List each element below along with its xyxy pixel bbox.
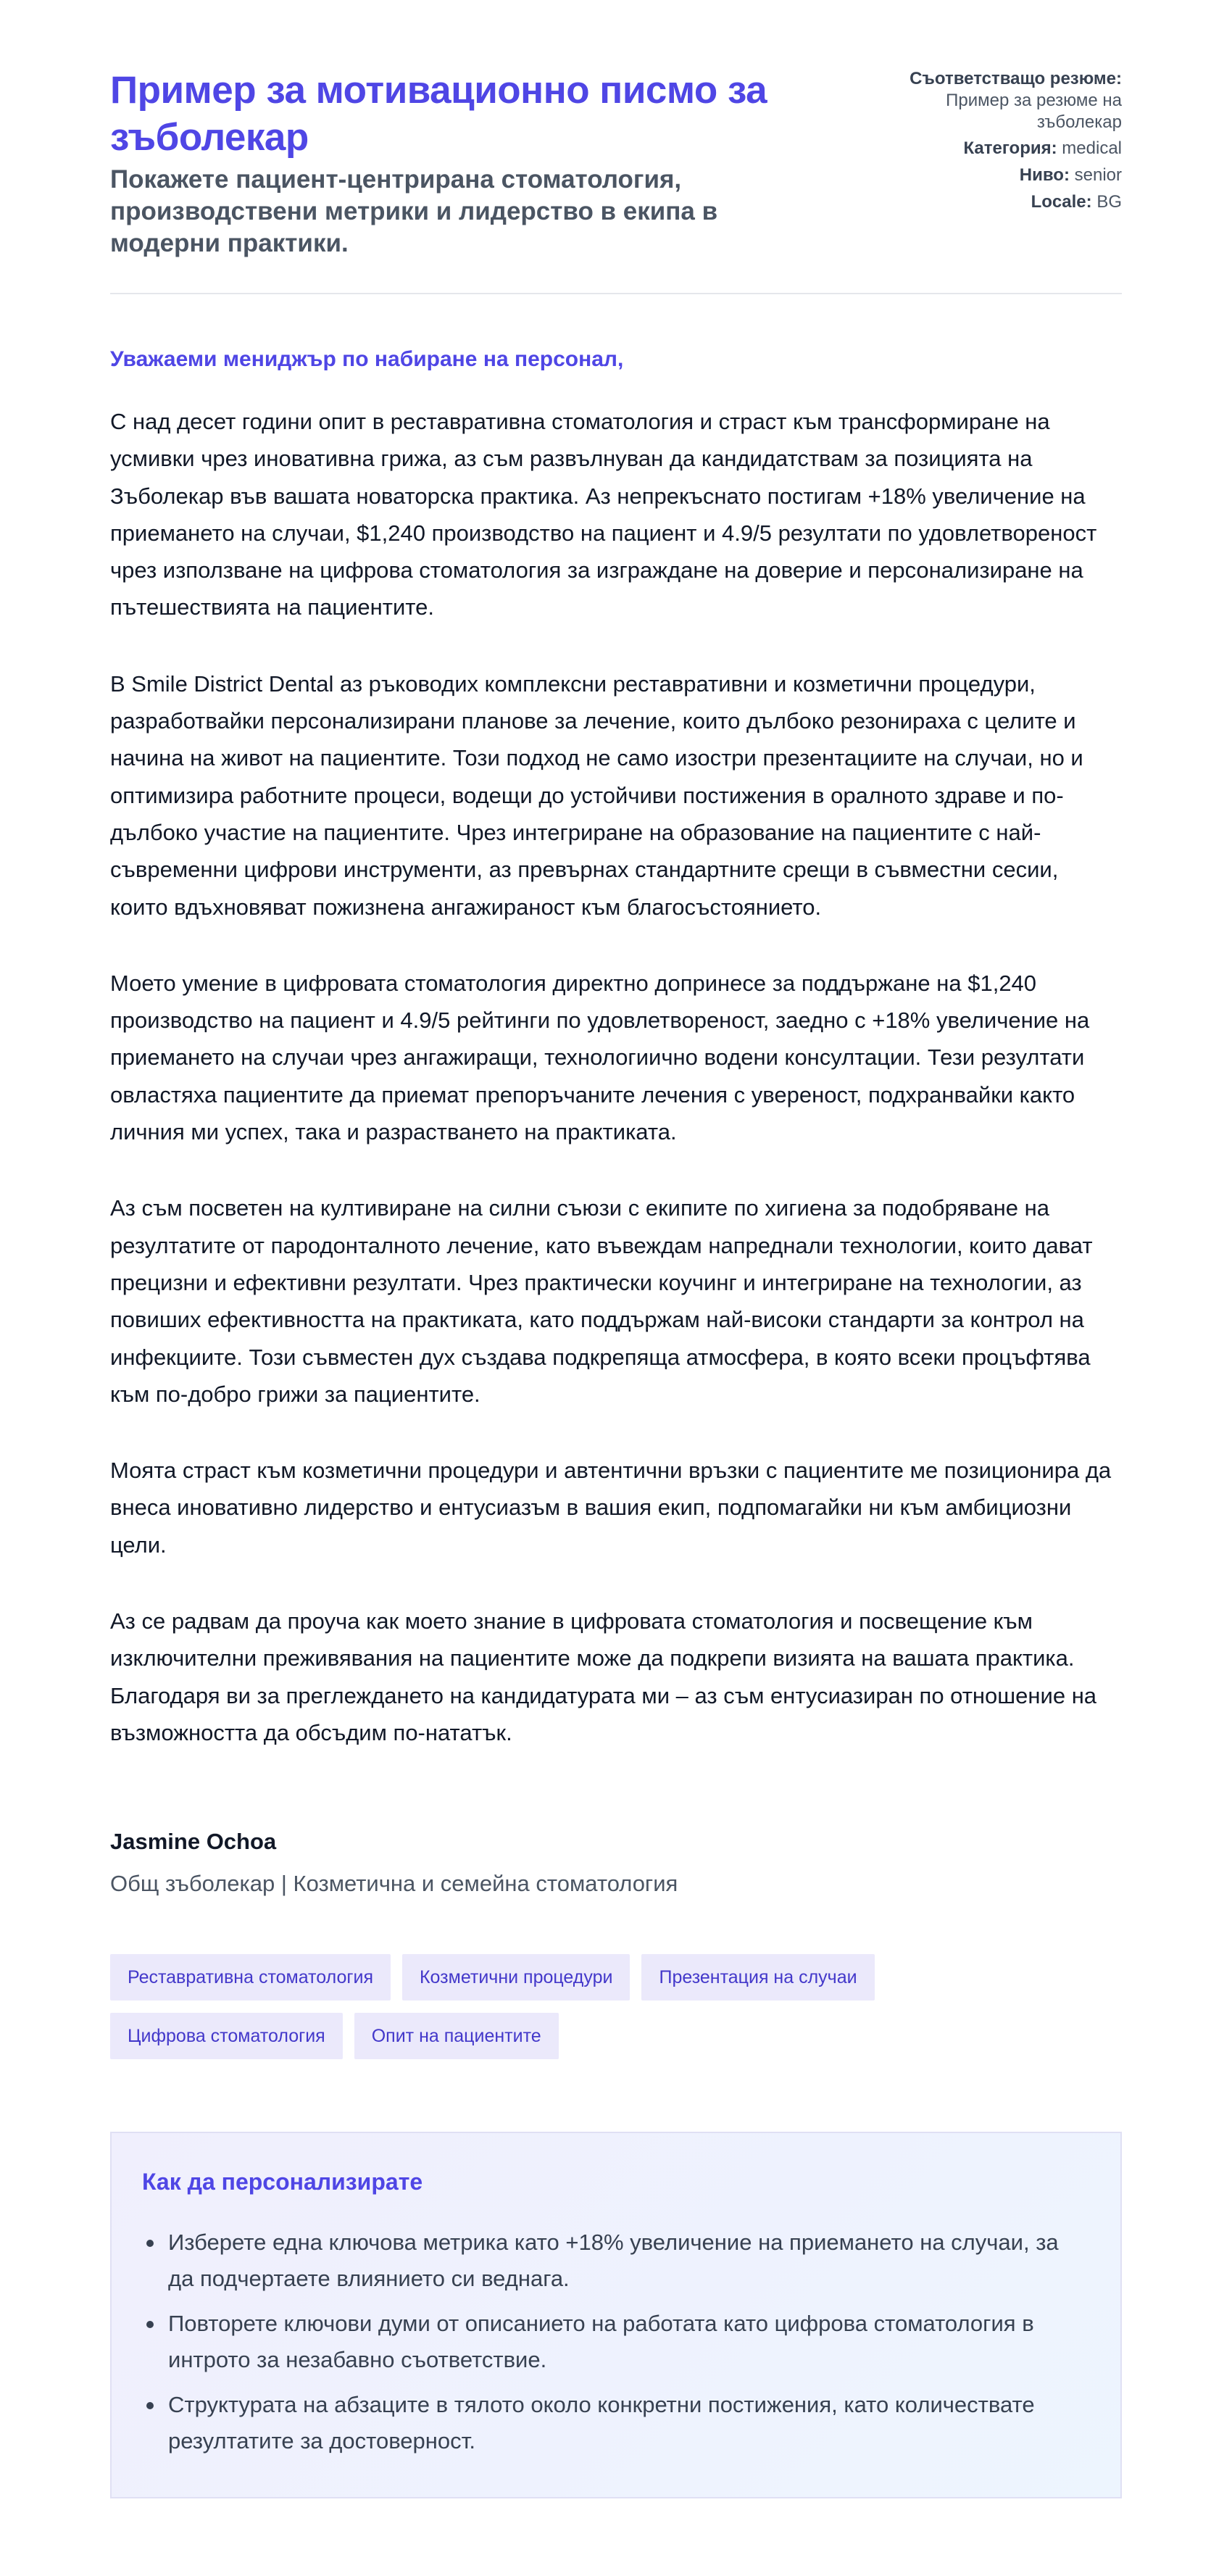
meta-locale-label: Locale: — [1031, 192, 1092, 212]
meta-panel — [883, 67, 1122, 217]
tips-title: Как да персонализирате — [142, 2169, 423, 2195]
skill-tag: Козметични процедури — [402, 1954, 630, 2000]
skill-tag: Опит на пациентите — [354, 2013, 559, 2059]
skill-tag: Цифрова стоматология — [110, 2013, 343, 2059]
page-subtitle: Покажете пациент-центрирана стоматология, производствени метрики и лидерство в екипа в модерни практики. — [110, 165, 718, 257]
signature-block — [110, 1827, 1122, 1899]
letter-paragraph: Аз съм посветен на култивиране на силни съюзи с екипите по хигиена за подобряване на резултатите от пародонталното лечение, като въвеждам напреднали технологии, които дават прецизни и ефективни резултати. Чрез практически коучинг и интегриране на технологии, аз повиших ефективността на практиката, като поддържам най-високи стандарти за контрол на инфекциите. Този съвместен дух създава подкрепяща атмосфера, в която всеки процъфтява към по-добро грижи за пациентите. — [110, 1195, 1093, 1407]
meta-locale — [883, 191, 1122, 213]
meta-related-resume-label: Съответстващо резюме: — [910, 69, 1122, 88]
letter-paragraph: Аз се радвам да проуча как моето знание в цифровата стоматология и посвещение към изключителни преживявания на пациентите може да подкрепи визията на вашата практика. Благодаря ви за преглеждането на кандидатурата ми – аз съм ентусиазиран по отношение на възможността да обсъдим по-нататък. — [110, 1608, 1097, 1745]
bullet-icon — [146, 2240, 154, 2247]
header-titles — [110, 67, 871, 259]
bullet-icon — [146, 2321, 154, 2328]
tips-item-text: Повторете ключови думи от описанието на работата като цифрова стоматология в интрото за незабавно съответствие. — [168, 2311, 1034, 2373]
tips-list — [142, 2224, 1090, 2459]
tips-list-item — [142, 2387, 1090, 2459]
letter-paragraph: Моето умение в цифровата стоматология директно допринесе за поддържане на $1,240 производство на пациент и 4.9/5 рейтинги по удовлетвореност, заедно с +18% увеличение на приемането на случаи чрез ангажиращи, технологиично водени консултации. Тези резултати овластяха пациентите да приемат препоръчаните лечения с увереност, подхранвайки както личния ми успех, така и разрастването на практиката. — [110, 970, 1090, 1145]
personalization-tips-box — [110, 2132, 1122, 2498]
letter-body — [110, 403, 1122, 1751]
meta-category-label: Категория: — [963, 138, 1057, 158]
meta-locale-value: BG — [1096, 192, 1122, 212]
meta-level-label: Ниво: — [1019, 165, 1070, 185]
meta-level — [883, 165, 1122, 186]
page-title: Пример за мотивационно писмо за зъболекар — [110, 69, 767, 159]
letter-paragraph: В Smile District Dental аз ръководих комплексни реставративни и козметични процедури, разработвайки персонализирани планове за лечение, които дълбоко резонираха с целите и начина на живот на пациентите. Този подход не само изостри презентациите на случаи, но и оптимизира работните процеси, водещи до устойчиви постижения в оралното здраве и по-дълбоко участие на пациентите. Чрез интегриране на образование на пациентите с най-съвременни цифрови инструменти, аз превърнах стандартните срещи в съвместни сесии, които вдъхновяват пожизнена ангажираност към благосъстоянието. — [110, 670, 1083, 920]
skill-tags — [110, 1954, 1009, 2059]
page-header — [110, 67, 1122, 294]
signature-role: Общ зъболекар | Козметична и семейна стоматология — [110, 1871, 678, 1897]
letter-salutation: Уважаеми мениджър по набиране на персонал, — [110, 347, 624, 371]
tips-item-text: Изберете една ключова метрика като +18% увеличение на приемането на случаи, за да подчертаете влиянието си веднага. — [168, 2230, 1059, 2292]
tips-list-item — [142, 2224, 1090, 2297]
skill-tag: Реставративна стоматология — [110, 1954, 391, 2000]
tips-item-text: Структурата на абзаците в тялото около конкретни постижения, като количествате резултатите за достоверност. — [168, 2392, 1035, 2454]
bullet-icon — [146, 2402, 154, 2409]
meta-category-value: medical — [1062, 138, 1122, 158]
meta-level-value: senior — [1074, 165, 1122, 185]
skill-tag: Презентация на случаи — [641, 1954, 874, 2000]
meta-related-resume — [883, 68, 1122, 133]
signature-name: Jasmine Ochoa — [110, 1829, 277, 1855]
meta-category — [883, 138, 1122, 159]
meta-related-resume-link[interactable]: Пример за резюме на зъболекар — [946, 91, 1122, 132]
tips-list-item — [142, 2306, 1090, 2378]
letter-paragraph: Моята страст към козметични процедури и автентични връзки с пациентите ме позиционира да внеса иновативно лидерство и ентусиазъм в вашия екип, подпомагайки ни към амбициозни цели. — [110, 1458, 1112, 1558]
letter-paragraph: С над десет години опит в реставративна стоматология и страст към трансформиране на усмивки чрез иновативна грижа, аз съм развълнуван да кандидатствам за позицията на Зъболекар във вашата новаторска практика. Аз непрекъснато постигам +18% увеличение на приемането на случаи, $1,240 производство на пациент и 4.9/5 резултати по удовлетвореност чрез използване на цифрова стоматология за изграждане на доверие и персонализиране на пътешествията на пациентите. — [110, 409, 1097, 620]
